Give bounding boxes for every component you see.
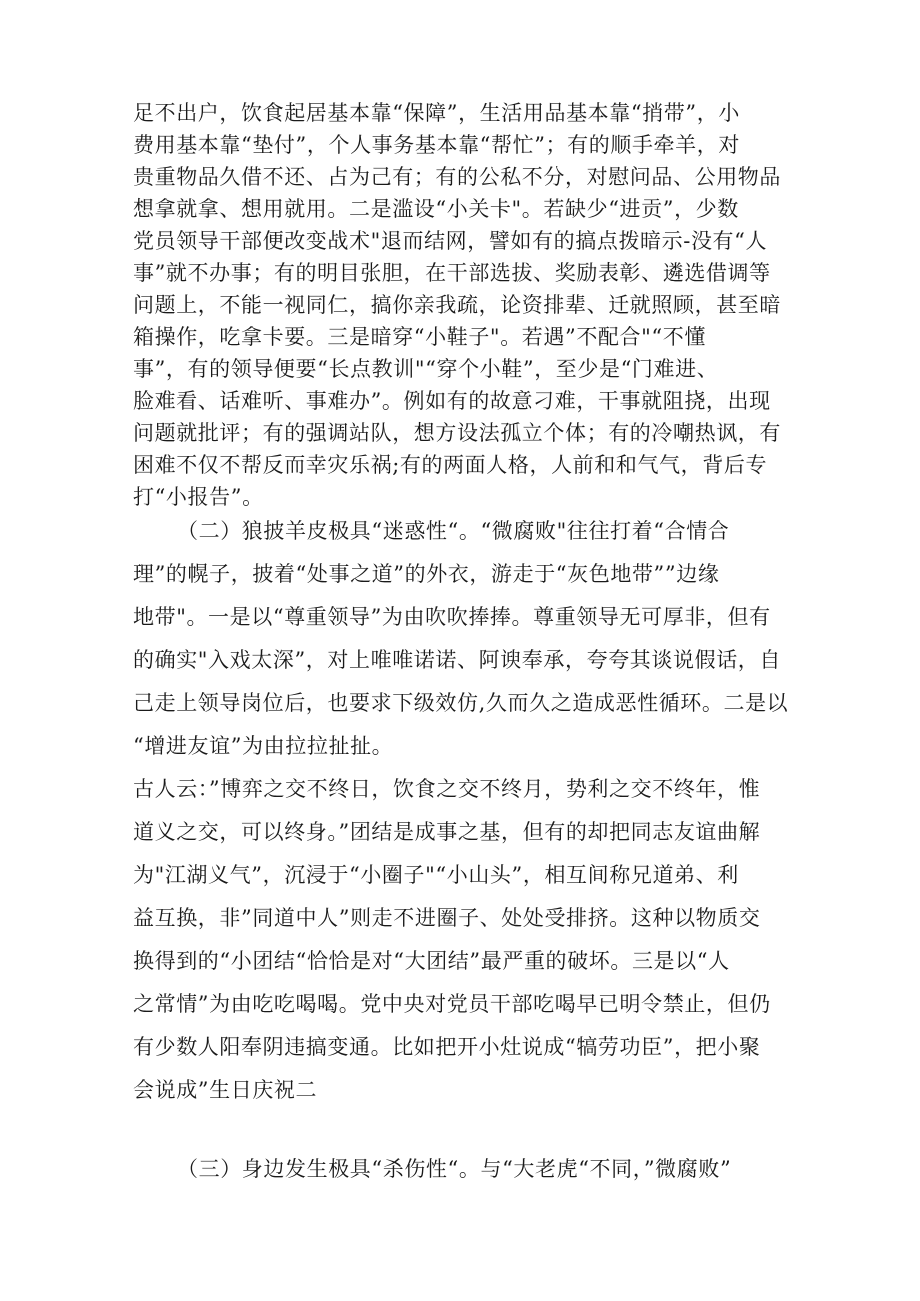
text-line: 想拿就拿、想用就用。二是滥设“小关卡"。若缺少“进贡”，少数 (133, 197, 739, 221)
paragraph-block-1 (133, 97, 803, 513)
text-line: 足不出户，饮食起居基本靠“保障”，生活用品基本靠“捎带”，小 (133, 101, 740, 125)
text-line: 换得到的“小团结“恰恰是对“大团结”最严重的破坏。三是以“人 (133, 949, 730, 973)
text-line: 的确实"入戏太深”，对上唯唯诺诺、阿谀奉承，夸夸其谈说假话，自 (133, 648, 781, 672)
text-line: 费用基本靠“垫付”，个人事务基本靠“帮忙”；有的顺手牵羊，对 (133, 133, 740, 157)
text-line: 事”，有的领导便要“长点教训"“穿个小鞋”，至少是“门难进、 (133, 357, 719, 381)
text-line: “增进友谊”为由拉拉扯扯。 (133, 734, 394, 758)
text-line: 问题就批评；有的强调站队，想方设法孤立个体；有的冷嘲热讽，有 (133, 421, 781, 445)
text-line: 贵重物品久借不还、占为己有；有的公私不分，对慰问品、公用物品 (133, 165, 781, 189)
text-line: 益互换，非”同道中人”则走不进圈子、处处受排挤。这种以物质交 (133, 906, 761, 930)
paragraph-block-3 (133, 768, 803, 1112)
section-heading-line: （二）狼披羊皮极具“迷惑性“。“微腐败"往往打着“合情合 (177, 519, 730, 543)
text-line: 道义之交，可以终身。”团结是成事之基，但有的却把同志友谊曲解 (133, 820, 761, 844)
text-line: 之常情”为由吃吃喝喝。党中央对党员干部吃喝早已明令禁止，但仍 (133, 992, 771, 1016)
text-line: 理”的幌子，披着“处事之道”的外衣，游走于“灰色地带””边缘 (133, 562, 720, 586)
text-line: 箱操作，吃拿卡要。三是暗穿“小鞋子"。若遇”不配合"“不懂 (133, 325, 706, 349)
paragraph-block-4 (133, 1148, 803, 1191)
section-heading-line: （三）身边发生极具“杀伤性“。与“大老虎“不同，”微腐败” (177, 1157, 732, 1181)
text-line: 有少数人阳奉阴违搞变通。比如把开小灶说成“犒劳功臣”，把小聚 (133, 1035, 761, 1059)
text-line: 打“小报告”。 (133, 485, 264, 509)
text-line: 地带"。一是以“尊重领导”为由吹吹捧捧。尊重领导无可厚非，但有 (133, 605, 771, 629)
text-line: 问题上，不能一视同仁，搞你亲我疏，论资排辈、迁就照顾，甚至暗 (133, 293, 781, 317)
paragraph-block-2 (133, 510, 803, 768)
text-line: 事”就不办事；有的明目张胆，在干部选拔、奖励表彰、遴选借调等 (133, 261, 771, 285)
text-line: 脸难看、话难听、事难办”。例如有的故意刁难，干事就阻挠，出现 (133, 389, 771, 413)
text-line: 古人云：”博弈之交不终日，饮食之交不终月，势利之交不终年，惟 (133, 777, 761, 801)
text-line: 会说成”生日庆祝二 (133, 1078, 318, 1102)
text-line: 党员领导干部便改变战术"退而结网，譬如有的搞点拨暗示-没有“人 (133, 229, 768, 253)
text-line: 困难不仅不帮反而幸灾乐祸;有的两面人格，人前和和气气，背后专 (133, 453, 768, 477)
text-line: 己走上领导岗位后，也要求下级效仿,久而久之造成恶性循环。二是以 (133, 691, 789, 715)
text-line: 为"江湖义气”，沉浸于“小圈子"“小山头”，相互间称兄道弟、利 (133, 863, 739, 887)
